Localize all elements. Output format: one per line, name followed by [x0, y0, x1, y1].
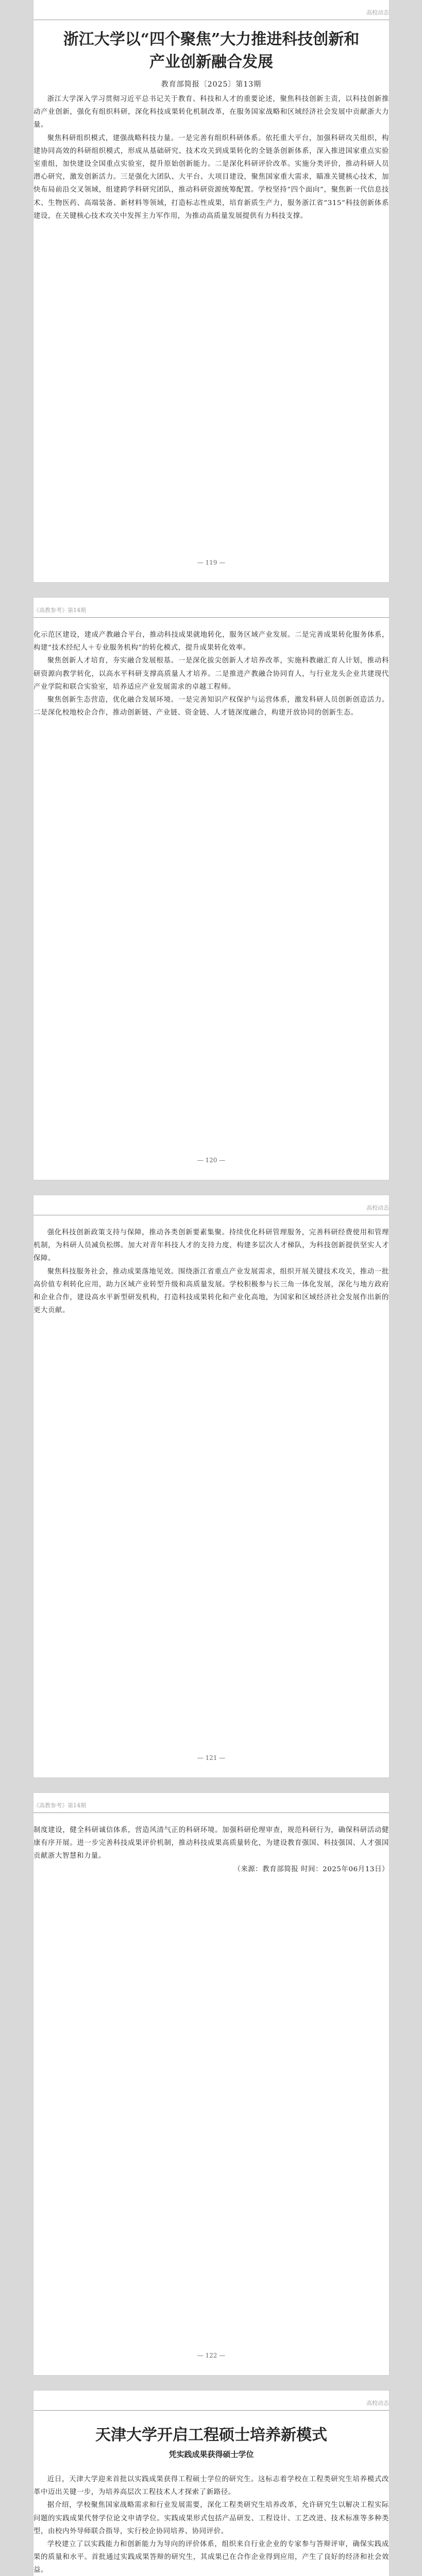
document-page-5: [33, 2391, 389, 2576]
header-rule: [33, 617, 389, 618]
running-header: 《高教参考》第14期: [33, 1802, 86, 1809]
article-subtitle: 凭实践成果获得硕士学位: [168, 2450, 254, 2459]
article-body: [33, 629, 389, 719]
page-number: — 122 —: [197, 2352, 226, 2359]
header-rule: [33, 1812, 389, 1813]
paragraph: 制度建设，健全科研诚信体系，营造风清气正的科研环境。加强科研伦理审查，规范科研行为，确保科研活动健康有序开展。进一步完善科技成果评价机制，推动科技成果高质量转化，为建设教育强国、科技强国、人才强国贡献浙大智慧和力量。: [33, 1826, 389, 1860]
page-number: — 120 —: [197, 1157, 226, 1164]
article-source: 教育部简报〔2025〕第13期: [161, 80, 262, 89]
document-page-4: [33, 1793, 389, 2375]
paragraph: 聚焦创新人才培育，夯实融合发展根基。一是深化拔尖创新人才培养改革，实施科教融汇育人计划，推动科研资源向教学转化，以高水平科研支撑高质量人才培养。二是推进产教融合协同育人，与行业龙头企业共建现代产业学院和联合实验室，培养适应产业发展需求的卓越工程师。: [33, 657, 389, 691]
paragraph: 学校建立了以实践能力和创新能力为导向的评价体系，组织来自行业企业的专家参与答辩评审，确保实践成果的质量和水平。首批通过实践成果答辩的研究生，其成果已在合作企业得到应用，产生了良好的经济和社会效益。: [33, 2540, 389, 2574]
running-header: 高校动态: [366, 2400, 389, 2406]
paragraph: 据介绍，学校聚焦国家战略需求和行业发展需要，深化工程类研究生培养改革，允许研究生以解决工程实际问题的实践成果代替学位论文申请学位。实践成果形式包括产品研发、工程设计、工艺改进、技术标准等多种类型，由校内外导师联合指导，实行校企协同培养、协同评价。: [33, 2501, 389, 2535]
document-page-2: [33, 598, 389, 1180]
source-note: （来源：教育部简报 时间：2025年06月13日）: [233, 1865, 389, 1873]
paragraph: 聚焦科研组织模式，建强战略科技力量。一是完善有组织科研体系。依托重大平台，加强科研攻关组织，构建协同高效的科研组织模式，形成从基础研究、技术攻关到成果转化的全链条创新体系，深入推进国家重点实验室重组，加快建设全国重点实验室，提升原始创新能力。二是深化科研评价改革。实施分类评价，推动科研人员潜心研究，激发创新活力。三是强化大团队、大平台、大项目建设，聚焦国家重大需求，瞄准关键核心技术，加快布局前沿交叉领域，组建跨学科研究团队，推动科研资源统筹配置。学校坚持“四个面向”，聚焦新一代信息技术、生物医药、高端装备、新材料等领域，打造标志性成果，培育新质生产力，服务浙江省“315”科技创新体系建设，在关键核心技术攻关中发挥主力军作用，为推动高质量发展提供有力科技支撑。: [33, 134, 389, 220]
article-body: [33, 93, 389, 223]
paragraph: 浙江大学深入学习贯彻习近平总书记关于教育、科技和人才的重要论述，聚焦科技创新主责，以科技创新推动产业创新，强化有组织科研，深化科技成果转化机制改革，在服务国家战略和区域经济社会发展中贡献浙大力量。: [33, 95, 389, 129]
header-rule: [33, 2410, 389, 2411]
document-page-3: [33, 1195, 389, 1777]
paragraph: 近日，天津大学迎来首批以实践成果获得工程硕士学位的研究生。这标志着学校在工程类研究生培养模式改革中迈出关键一步，为培养高层次工程技术人才探索了新路径。: [33, 2476, 389, 2497]
article-title-line: 产业创新融合发展: [149, 53, 273, 71]
article-title: [33, 28, 389, 74]
article-body: [33, 1824, 389, 1876]
page-number: — 119 —: [197, 559, 226, 566]
article-title-line: 浙江大学以“四个聚焦”大力推进科技创新和: [63, 30, 360, 48]
document-page-1: [33, 0, 389, 582]
running-header: 《高教参考》第14期: [33, 607, 86, 614]
page-number: — 121 —: [197, 1754, 226, 1761]
paragraph: 聚焦创新生态营造，优化融合发展环境。一是完善知识产权保护与运营体系，激发科研人员创新创造活力。二是深化校地校企合作，推动创新链、产业链、资金链、人才链深度融合，构建开放协同的创新生态。: [33, 696, 389, 717]
running-header: 高校动态: [366, 1205, 389, 1211]
paragraph: 化示范区建设，建成产教融合平台，推动科技成果就地转化，服务区域产业发展。二是完善成果转化服务体系，构建“技术经纪人＋专业服务机构”的转化模式，提升成果转化效率。: [33, 631, 389, 652]
running-header: 高校动态: [366, 9, 389, 16]
article-body: [33, 2473, 389, 2576]
article-body: [33, 1226, 389, 1317]
paragraph: 聚焦科技服务社会，推动成果落地见效。围绕浙江省重点产业发展需求，组织开展关键技术攻关，推动一批高价值专利转化应用，助力区域产业转型升级和高质量发展。学校积极参与长三角一体化发展，深化与地方政府和企业合作，建设高水平新型研发机构，打造科技成果转化和产业化高地，为国家和区域经济社会发展作出新的更大贡献。: [33, 1267, 389, 1315]
article-title: 天津大学开启工程硕士培养新模式: [95, 2426, 327, 2444]
paragraph: 强化科技创新政策支持与保障，推动各类创新要素集聚。持续优化科研管理服务，完善科研经费使用和管理机制，为科研人员减负松绑。加大对青年科技人才的支持力度，构建多层次人才梯队，为科技创新提供坚实人才保障。: [33, 1229, 389, 1263]
